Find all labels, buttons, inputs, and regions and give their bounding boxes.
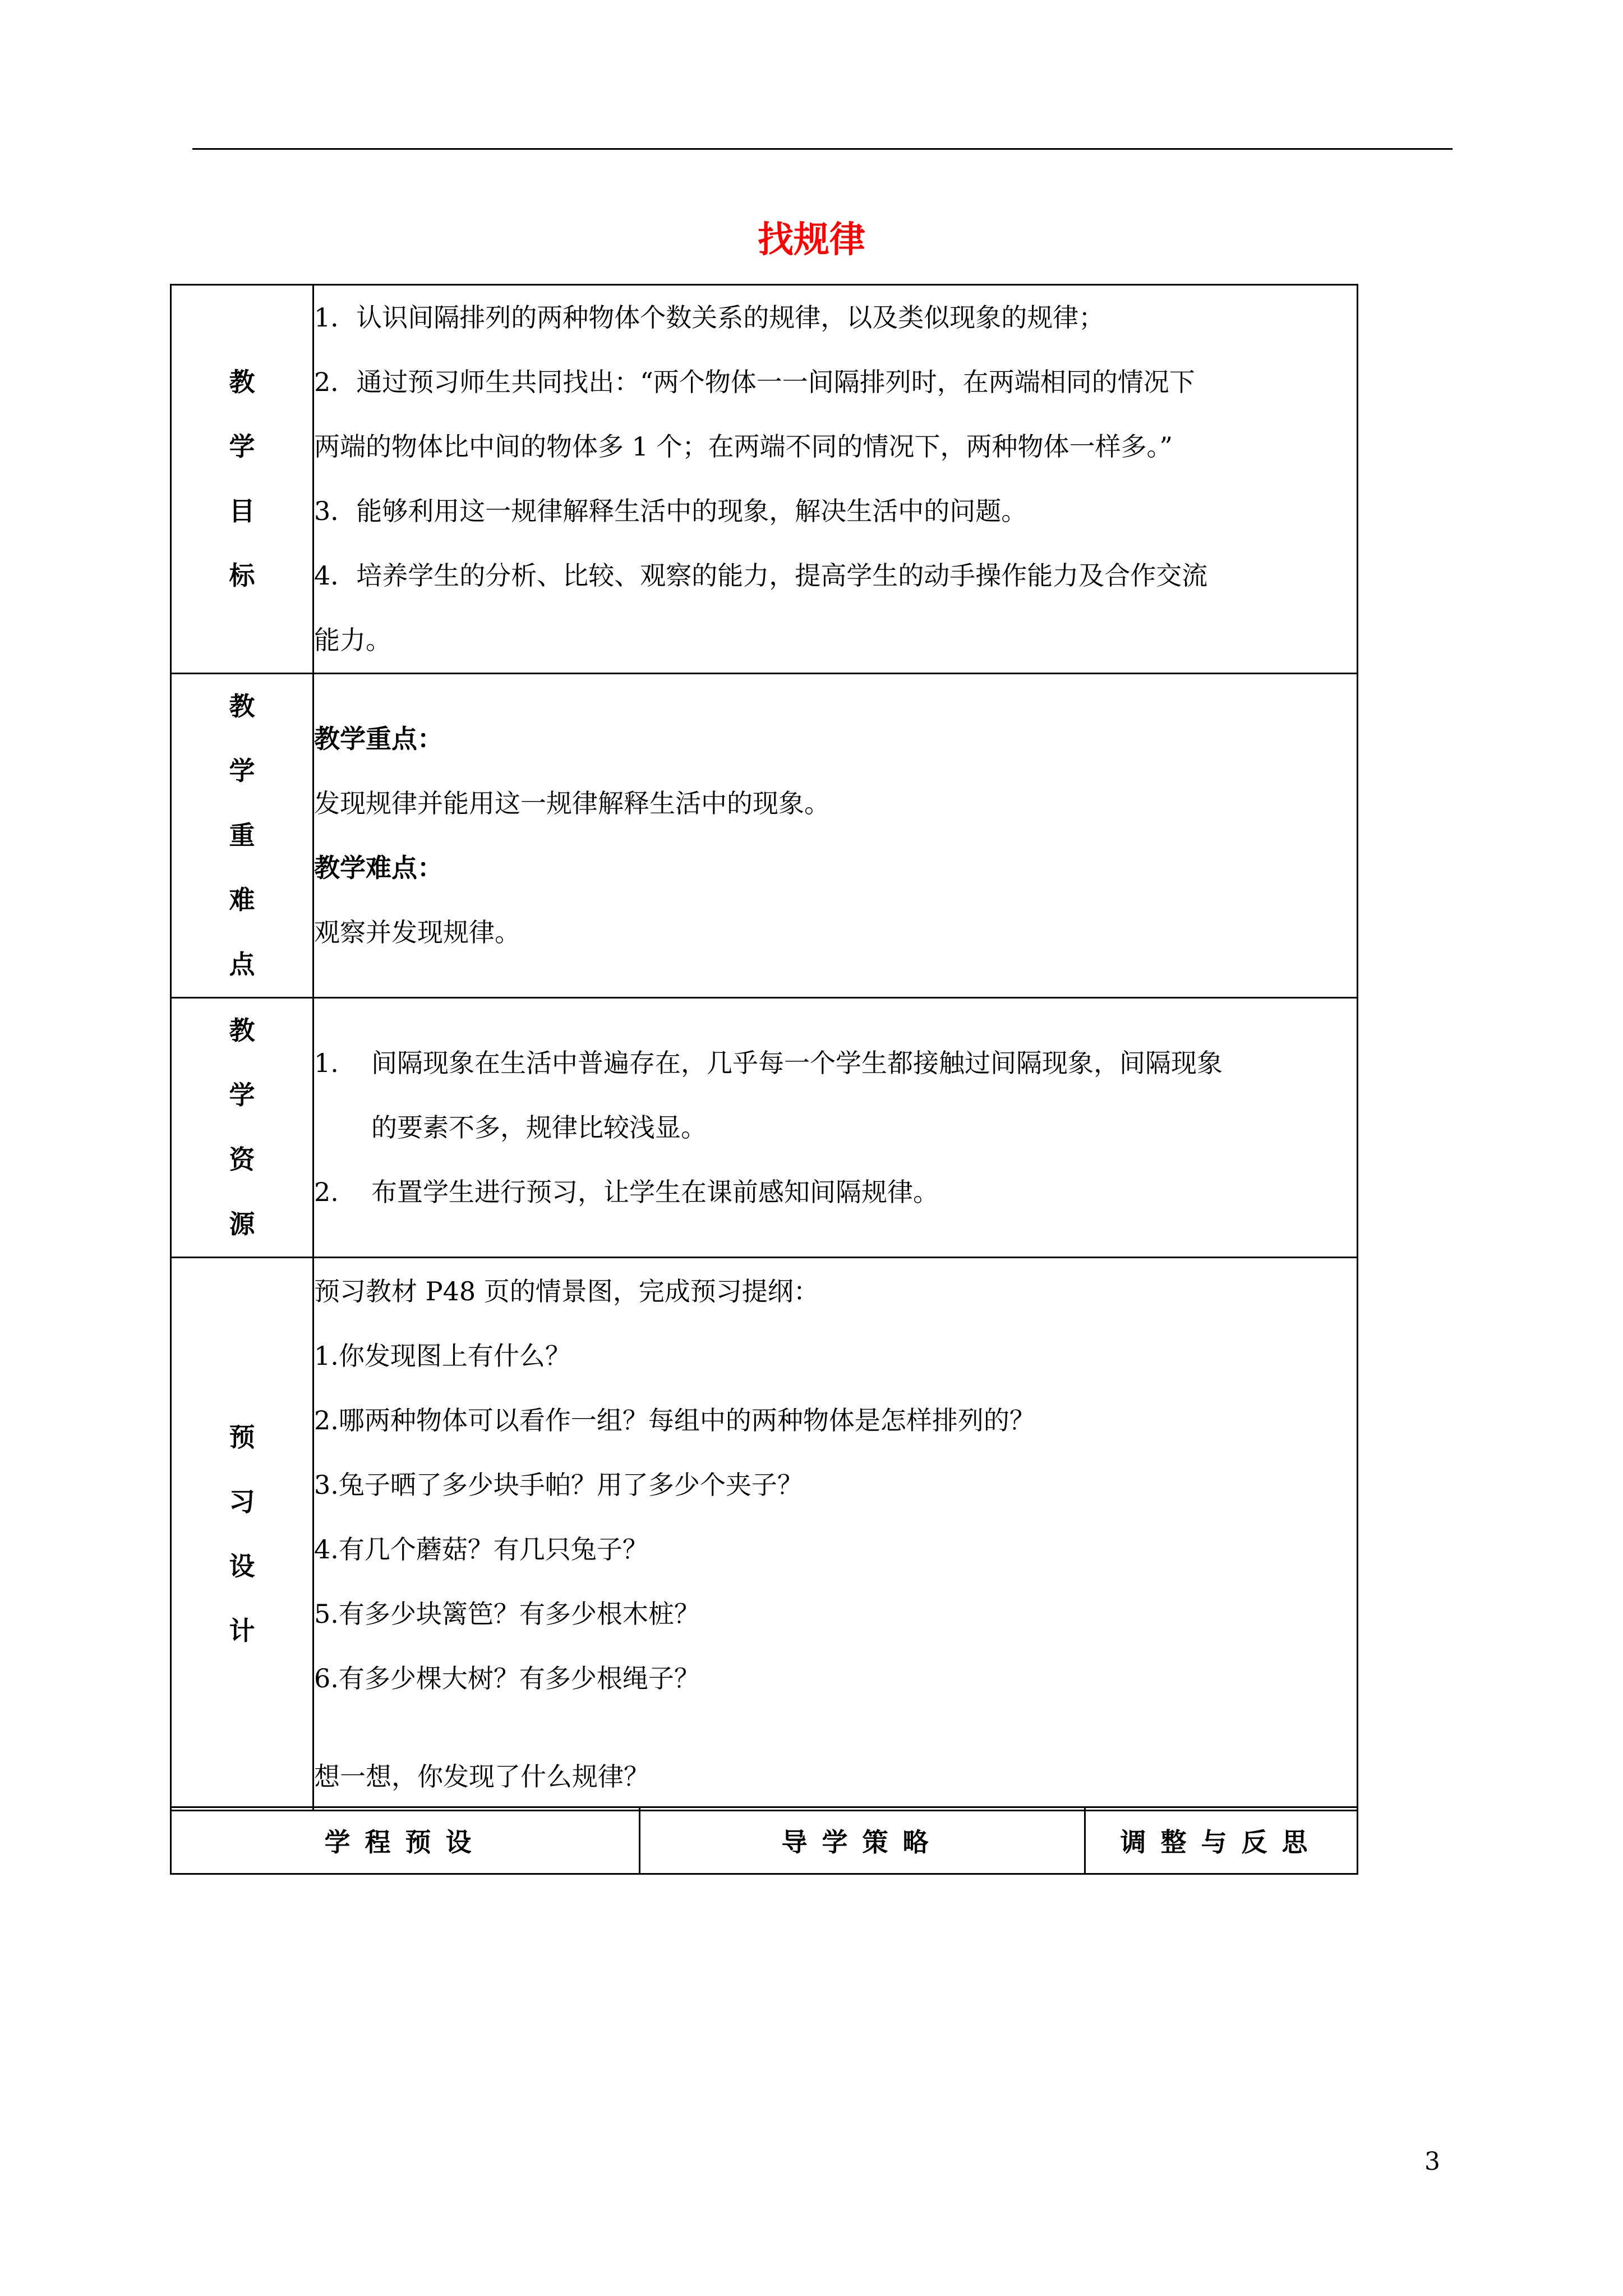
key-points-content — [313, 674, 1358, 998]
preview-question: 1.你发现图上有什么？ — [314, 1340, 571, 1371]
footer-column-plan: 学程预设 — [171, 1807, 640, 1874]
key-point-heading: 教学重点： — [314, 723, 443, 754]
spacer — [314, 1711, 1357, 1745]
objective-line: 4．培养学生的分析、比较、观察的能力，提高学生的动手操作能力及合作交流 — [314, 560, 1208, 591]
footer-header-row — [171, 1807, 1358, 1874]
preview-question: 2.哪两种物体可以看作一组？每组中的两种物体是怎样排列的？ — [314, 1405, 1035, 1435]
resource-item: 2. 布置学生进行预习，让学生在课前感知间隔规律。 — [314, 1176, 939, 1207]
key-points-row — [171, 674, 1358, 998]
objective-line: 能力。 — [314, 625, 391, 655]
resources-content — [313, 998, 1358, 1258]
preview-row — [171, 1258, 1358, 1811]
resource-item: 1. 间隔现象在生活中普遍存在，几乎每一个学生都接触过间隔现象，间隔现象 — [314, 1047, 1223, 1078]
preview-question: 5.有多少块篱笆？有多少根木桩？ — [314, 1598, 700, 1629]
objective-line: 1．认识间隔排列的两种物体个数关系的规律，以及类似现象的规律； — [314, 302, 1105, 333]
header-rule — [192, 148, 1453, 150]
preview-question: 4.有几个蘑菇？有几只兔子？ — [314, 1534, 648, 1565]
difficulty-text: 观察并发现规律。 — [314, 917, 520, 947]
lesson-plan-table — [170, 284, 1358, 1811]
objective-line: 3．能够利用这一规律解释生活中的现象，解决生活中的问题。 — [314, 496, 1027, 526]
resources-row — [171, 998, 1358, 1258]
objectives-label: 教 学 目 标 — [171, 285, 313, 674]
document-title: 找规律 — [758, 219, 865, 261]
preview-closing: 想一想，你发现了什么规律？ — [314, 1761, 649, 1792]
resources-label: 教 学 资 源 — [171, 998, 313, 1258]
footer-header-table — [170, 1806, 1358, 1875]
preview-label: 预 习 设 计 — [171, 1258, 313, 1811]
page-number: 3 — [1424, 2147, 1440, 2176]
key-points-label: 教 学 重 难 点 — [171, 674, 313, 998]
objective-line: 两端的物体比中间的物体多 1 个；在两端不同的情况下，两种物体一样多。” — [314, 431, 1173, 462]
preview-content — [313, 1258, 1358, 1811]
key-point-text: 发现规律并能用这一规律解释生活中的现象。 — [314, 788, 830, 818]
difficulty-heading: 教学难点： — [314, 852, 443, 883]
preview-intro: 预习教材 P48 页的情景图，完成预习提纲： — [314, 1276, 819, 1306]
resource-item-continuation: 的要素不多，规律比较浅显。 — [371, 1112, 707, 1143]
footer-column-strategy: 导学策略 — [640, 1807, 1085, 1874]
objective-line: 2．通过预习师生共同找出：“两个物体一一间隔排列时，在两端相同的情况下 — [314, 367, 1195, 397]
preview-question: 6.有多少棵大树？有多少根绳子？ — [314, 1663, 700, 1694]
objectives-content — [313, 285, 1358, 674]
preview-question: 3.兔子晒了多少块手帕？用了多少个夹子？ — [314, 1469, 803, 1500]
footer-column-reflection: 调整与反思 — [1085, 1807, 1358, 1874]
objectives-row — [171, 285, 1358, 674]
